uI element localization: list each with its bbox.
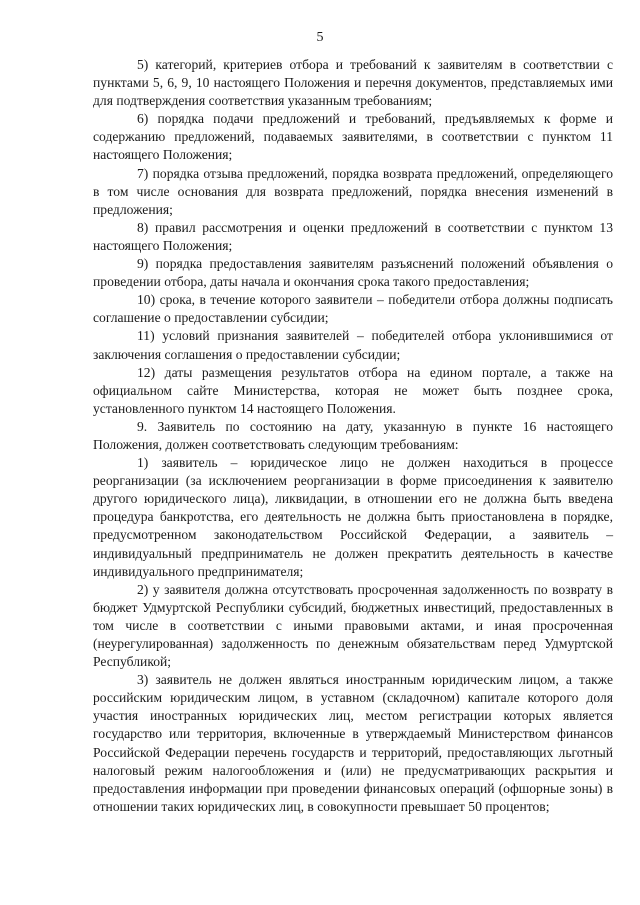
paragraph-item-11-evasion-conditions: 11) условий признания заявителей – победителей отбора уклонившимися от заключения соглашения о предоставлении субсидии; bbox=[93, 328, 613, 362]
document-body bbox=[93, 56, 613, 816]
paragraph-requirement-1-reorganization: 1) заявитель – юридическое лицо не должен находиться в процессе реорганизации (за исключением реорганизации в форме присоединения к заявителю другого юридического лица), ликвидации, в отношении его не должна быть введена процедура банкротства, его деятельность не должна быть приостановлена в порядке, предусмотренном законодательством Российской Федерации, а заявитель – индивидуальный предприниматель не должен прекратить деятельность в качестве индивидуального предпринимателя; bbox=[93, 455, 613, 579]
paragraph-item-7-withdrawal-order: 7) порядка отзыва предложений, порядка возврата предложений, определяющего в том числе основания для возврата предложений, порядка внесения изменений в предложения; bbox=[93, 165, 613, 217]
paragraph-item-6-submission-order: 6) порядка подачи предложений и требований, предъявляемых к форме и содержанию предложений, подаваемых заявителями, в соответствии с пунктом 11 настоящего Положения; bbox=[93, 111, 613, 163]
paragraph-requirement-2-debt: 2) у заявителя должна отсутствовать просроченная задолженность по возврату в бюджет Удмуртской Республики субсидий, бюджетных инвестиций, предоставленных в том числе в соответствии с иными правовыми актами, и иная просроченная (неурегулированная) задолженность по денежным обязательствам перед Удмуртской Республикой; bbox=[93, 581, 613, 670]
paragraph-requirement-3-foreign-entity: 3) заявитель не должен являться иностранным юридическим лицом, а также российским юридическим лицом, в уставном (складочном) капитале которого доля участия иностранных юридических лиц, местом регистрации которых является государство или территория, включенные в утверждаемый Министерством финансов Российской Федерации перечень государств и территорий, предоставляющих льготный налоговый режим налогообложения и (или) не предусматривающих раскрытия и предоставления информации при проведении финансовых операций (офшорные зоны) в отношении таких юридических лиц, в совокупности превышает 50 процентов; bbox=[93, 672, 613, 814]
paragraph-item-8-review-rules: 8) правил рассмотрения и оценки предложений в соответствии с пунктом 13 настоящего Положения; bbox=[93, 219, 613, 253]
paragraph-clause-9-requirements: 9. Заявитель по состоянию на дату, указанную в пункте 16 настоящего Положения, должен соответствовать следующим требованиям: bbox=[93, 418, 613, 452]
paragraph-item-12-results-date: 12) даты размещения результатов отбора на едином портале, а также на официальном сайте Министерства, которая не может быть позднее срока, установленного пунктом 14 настоящего Положения. bbox=[93, 364, 613, 416]
paragraph-item-5-categories: 5) категорий, критериев отбора и требований к заявителям в соответствии с пунктами 5, 6, 9, 10 настоящего Положения и перечня документов, представляемых ими для подтверждения соответствия указанным требованиям; bbox=[93, 57, 613, 109]
page-number: 5 bbox=[316, 30, 324, 45]
paragraph-item-9-clarifications: 9) порядка предоставления заявителям разъяснений положений объявления о проведении отбора, даты начала и окончания срока такого предоставления; bbox=[93, 256, 613, 290]
paragraph-item-10-signing-term: 10) срока, в течение которого заявители – победители отбора должны подписать соглашение о предоставлении субсидии; bbox=[93, 292, 613, 326]
